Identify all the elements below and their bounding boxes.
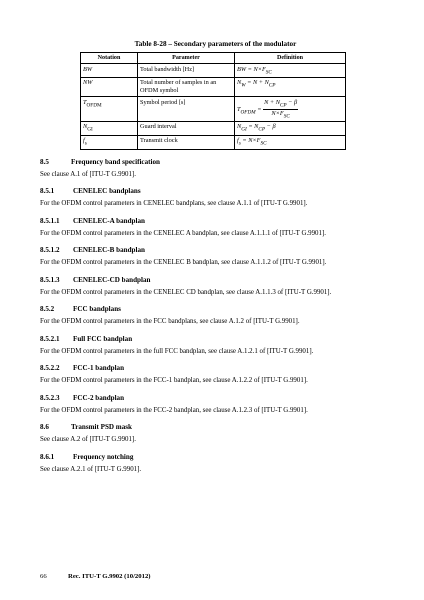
table-row xyxy=(81,122,346,136)
section-text: For the OFDM control parameters in the full FCC bandplan, see clause A.1.2.1 of [ITU-T G.9901]. xyxy=(40,347,314,355)
notation-cell: $T_{OFDM}$ xyxy=(81,97,138,122)
section-text: For the OFDM control parameters in the FCC-1 bandplan, see clause A.1.2.2 of [ITU-T G.9901]. xyxy=(40,377,308,384)
section-text: For the OFDM control parameters in the CENELEC A bandplan, see clause A.1.1.1 of [ITU-T G.9901]. xyxy=(40,229,326,237)
section-number: 8.6 xyxy=(40,423,49,431)
fraction: $\frac{N + N_{CP} - \beta}{N\times F_{SC}}$ xyxy=(264,98,298,120)
section-title: Full FCC bandplan xyxy=(73,334,133,343)
definition-cell: $N_{GI} = N_{CP} - \beta$ xyxy=(235,122,346,136)
page-footer xyxy=(40,573,151,580)
section-text: For the OFDM control parameters in the CENELEC B bandplan, see clause A.1.1.2 of [ITU-T G.9901]. xyxy=(40,259,327,266)
section-number: 8.5.2.2 xyxy=(40,364,60,372)
section-heading xyxy=(40,276,385,284)
section-heading xyxy=(40,453,385,461)
parameters-table xyxy=(80,52,346,150)
section-number: 8.5.1 xyxy=(40,187,55,195)
notation-cell: $N_{GI}$ xyxy=(81,122,138,136)
recommendation-id: Rec. ITU-T G.9902 (10/2012) xyxy=(68,573,151,580)
section-number: 8.5.2.1 xyxy=(40,334,60,343)
document-page xyxy=(40,40,385,474)
section-heading xyxy=(40,158,385,166)
section-text: See clause A.2 of [ITU-T G.9901]. xyxy=(40,436,136,443)
definition-cell: $f_s = N\times F_{SC}$ xyxy=(235,135,346,149)
section-text: See clause A.1 of [ITU-T G.9901]. xyxy=(40,170,136,178)
section-number: 8.5 xyxy=(40,157,49,166)
parameter-cell: Symbol period [s] xyxy=(138,97,235,122)
parameter-cell: Total bandwidth [Hz] xyxy=(138,64,235,78)
section-title: Frequency notching xyxy=(73,452,134,461)
section-title: CENELEC bandplans xyxy=(73,187,141,195)
notation-cell: $f_s$ xyxy=(81,135,138,149)
section-text: For the OFDM control parameters in the FCC-2 bandplan, see clause A.1.2.3 of [ITU-T G.9901]. xyxy=(40,406,308,414)
section-heading xyxy=(40,305,385,313)
section-title: FCC bandplans xyxy=(73,305,121,313)
parameter-cell: Transmit clock xyxy=(138,135,235,149)
page-number: 66 xyxy=(40,573,47,580)
section-text: For the OFDM control parameters in the CENELEC CD bandplan, see clause A.1.1.3 of [ITU-T G.9901]. xyxy=(40,288,332,296)
section-number: 8.5.2 xyxy=(40,305,55,313)
table-header-row xyxy=(81,53,346,64)
notation-cell: BW xyxy=(81,64,138,78)
section-heading xyxy=(40,217,385,225)
section-number: 8.5.1.1 xyxy=(40,216,60,225)
section-title: CENELEC-A bandplan xyxy=(73,216,145,225)
section-text: For the OFDM control parameters in CENELEC bandplans, see clause A.1.1 of [ITU-T G.9901]. xyxy=(40,200,308,207)
notation-cell: NW xyxy=(81,78,138,97)
section-number: 8.6.1 xyxy=(40,452,55,461)
section-heading xyxy=(40,246,385,254)
section-text: For the OFDM control parameters in the FCC bandplans, see clause A.1.2 of [ITU-T G.9901]. xyxy=(40,318,300,325)
header-definition: Definition xyxy=(235,53,346,64)
parameter-cell: Total number of samples in an OFDM symbol xyxy=(138,78,235,97)
definition-cell: $N_W = N + N_{CP}$ xyxy=(235,78,346,97)
table-caption: Table 8-28 – Secondary parameters of the modulator xyxy=(134,40,297,48)
section-title: CENELEC-CD bandplan xyxy=(73,275,151,284)
section-heading xyxy=(40,394,385,402)
section-title: FCC-2 bandplan xyxy=(73,393,125,402)
table-row xyxy=(81,78,346,97)
definition-cell: $T_{OFDM}$ = $\frac{N + N_{CP} - \beta}{N\times F_{SC}}$ xyxy=(235,97,346,122)
parameter-cell: Guard interval xyxy=(138,122,235,136)
table-row xyxy=(81,135,346,149)
section-title: Frequency band specification xyxy=(71,157,160,166)
section-heading xyxy=(40,187,385,195)
header-notation: Notation xyxy=(81,53,138,64)
section-number: 8.5.1.2 xyxy=(40,246,60,254)
section-title: CENELEC-B bandplan xyxy=(73,246,145,254)
table-row xyxy=(81,64,346,78)
table-row xyxy=(81,97,346,122)
section-title: FCC-1 bandplan xyxy=(73,364,125,372)
section-number: 8.5.1.3 xyxy=(40,275,60,284)
section-heading xyxy=(40,423,385,431)
section-text: See clause A.2.1 of [ITU-T G.9901]. xyxy=(40,465,142,473)
header-parameter: Parameter xyxy=(138,53,235,64)
sections-container xyxy=(40,158,385,475)
section-title: Transmit PSD mask xyxy=(71,423,132,431)
section-heading xyxy=(40,335,385,343)
section-number: 8.5.2.3 xyxy=(40,393,60,402)
section-heading xyxy=(40,364,385,372)
definition-cell: BW = $N\times F_{SC}$ xyxy=(235,64,346,78)
